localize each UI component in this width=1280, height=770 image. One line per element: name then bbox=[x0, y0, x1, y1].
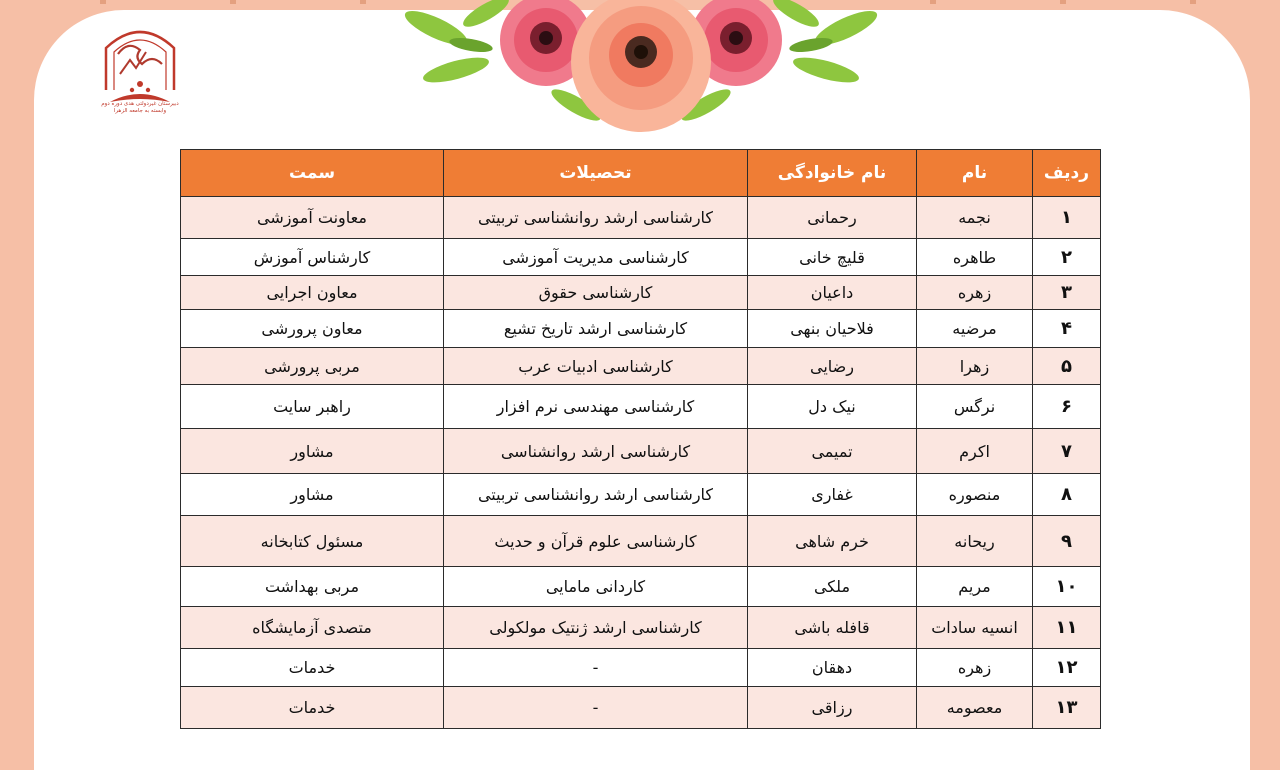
cell-khanevadegi: داعیان bbox=[748, 276, 917, 310]
table-row bbox=[181, 276, 1101, 310]
cell-semat: خدمات bbox=[181, 687, 444, 729]
cell-nam: نجمه bbox=[917, 197, 1033, 239]
table-row bbox=[181, 607, 1101, 649]
cell-khanevadegi: رحمانی bbox=[748, 197, 917, 239]
cell-tahsilat: کارشناسی مدیریت آموزشی bbox=[444, 239, 748, 276]
cell-nam: معصومه bbox=[917, 687, 1033, 729]
cell-nam: مریم bbox=[917, 567, 1033, 607]
cell-semat: خدمات bbox=[181, 649, 444, 687]
cell-tahsilat: - bbox=[444, 687, 748, 729]
cell-khanevadegi: قافله باشی bbox=[748, 607, 917, 649]
table-row bbox=[181, 687, 1101, 729]
cell-semat: مربی بهداشت bbox=[181, 567, 444, 607]
cell-tahsilat: کارشناسی ارشد تاریخ تشیع bbox=[444, 310, 748, 348]
cell-khanevadegi: فلاحیان بنهی bbox=[748, 310, 917, 348]
cell-khanevadegi: خرم شاهی bbox=[748, 516, 917, 567]
cell-khanevadegi: دهقان bbox=[748, 649, 917, 687]
cell-radif: ۱۳ bbox=[1033, 687, 1101, 729]
cell-radif: ۷ bbox=[1033, 429, 1101, 474]
cell-radif: ۱۲ bbox=[1033, 649, 1101, 687]
cell-semat: متصدی آزمایشگاه bbox=[181, 607, 444, 649]
cell-khanevadegi: ملکی bbox=[748, 567, 917, 607]
cell-tahsilat: کاردانی مامایی bbox=[444, 567, 748, 607]
table-row bbox=[181, 310, 1101, 348]
cell-khanevadegi: رزاقی bbox=[748, 687, 917, 729]
staff-table bbox=[180, 149, 1101, 729]
cell-radif: ۶ bbox=[1033, 385, 1101, 429]
flower-decoration-icon bbox=[396, 0, 886, 150]
cell-tahsilat: کارشناسی علوم قرآن و حدیث bbox=[444, 516, 748, 567]
cell-nam: ریحانه bbox=[917, 516, 1033, 567]
table-row bbox=[181, 429, 1101, 474]
header-radif: ردیف bbox=[1033, 150, 1101, 197]
table-header-row bbox=[181, 150, 1101, 197]
header-tahsilat: تحصیلات bbox=[444, 150, 748, 197]
cell-semat: مسئول کتابخانه bbox=[181, 516, 444, 567]
cell-radif: ۱ bbox=[1033, 197, 1101, 239]
cell-nam: طاهره bbox=[917, 239, 1033, 276]
cell-radif: ۸ bbox=[1033, 474, 1101, 516]
cell-khanevadegi: قلیچ خانی bbox=[748, 239, 917, 276]
table-row bbox=[181, 348, 1101, 385]
cell-nam: زهره bbox=[917, 649, 1033, 687]
cell-radif: ۱۱ bbox=[1033, 607, 1101, 649]
cell-tahsilat: کارشناسی ارشد ژنتیک مولکولی bbox=[444, 607, 748, 649]
cell-semat: مشاور bbox=[181, 429, 444, 474]
cell-radif: ۳ bbox=[1033, 276, 1101, 310]
logo-caption-line-2: وابسته به جامعه الزهرا bbox=[113, 108, 167, 114]
cell-nam: انسیه سادات bbox=[917, 607, 1033, 649]
cell-radif: ۲ bbox=[1033, 239, 1101, 276]
table-row bbox=[181, 649, 1101, 687]
header-nam: نام bbox=[917, 150, 1033, 197]
cell-semat: معاون پرورشی bbox=[181, 310, 444, 348]
cell-tahsilat: کارشناسی ارشد روانشناسی bbox=[444, 429, 748, 474]
cell-radif: ۴ bbox=[1033, 310, 1101, 348]
logo-caption-line-1: دبیرستان غیردولتی هدی دوره دوم bbox=[101, 101, 179, 107]
cell-tahsilat: کارشناسی ارشد روانشناسی تربیتی bbox=[444, 197, 748, 239]
logo-caption bbox=[92, 101, 188, 115]
cell-radif: ۵ bbox=[1033, 348, 1101, 385]
cell-semat: راهبر سایت bbox=[181, 385, 444, 429]
table-row bbox=[181, 239, 1101, 276]
cell-khanevadegi: غفاری bbox=[748, 474, 917, 516]
table-row bbox=[181, 474, 1101, 516]
cell-semat: معاونت آموزشی bbox=[181, 197, 444, 239]
cell-nam: اکرم bbox=[917, 429, 1033, 474]
table-row bbox=[181, 197, 1101, 239]
staff-table-container bbox=[180, 149, 1100, 729]
table-row bbox=[181, 385, 1101, 429]
cell-semat: مربی پرورشی bbox=[181, 348, 444, 385]
cell-khanevadegi: تمیمی bbox=[748, 429, 917, 474]
cell-khanevadegi: نیک دل bbox=[748, 385, 917, 429]
cell-nam: منصوره bbox=[917, 474, 1033, 516]
cell-nam: نرگس bbox=[917, 385, 1033, 429]
cell-tahsilat: کارشناسی ارشد روانشناسی تربیتی bbox=[444, 474, 748, 516]
header-khanevadegi: نام خانوادگی bbox=[748, 150, 917, 197]
table-row bbox=[181, 567, 1101, 607]
cell-tahsilat: کارشناسی حقوق bbox=[444, 276, 748, 310]
cell-tahsilat: - bbox=[444, 649, 748, 687]
cell-nam: زهره bbox=[917, 276, 1033, 310]
cell-tahsilat: کارشناسی مهندسی نرم افزار bbox=[444, 385, 748, 429]
cell-tahsilat: کارشناسی ادبیات عرب bbox=[444, 348, 748, 385]
cell-semat: مشاور bbox=[181, 474, 444, 516]
cell-nam: زهرا bbox=[917, 348, 1033, 385]
cell-nam: مرضیه bbox=[917, 310, 1033, 348]
cell-radif: ۹ bbox=[1033, 516, 1101, 567]
header-semat: سمت bbox=[181, 150, 444, 197]
table-row bbox=[181, 516, 1101, 567]
cell-radif: ۱۰ bbox=[1033, 567, 1101, 607]
cell-semat: کارشناس آموزش bbox=[181, 239, 444, 276]
cell-semat: معاون اجرایی bbox=[181, 276, 444, 310]
cell-khanevadegi: رضایی bbox=[748, 348, 917, 385]
